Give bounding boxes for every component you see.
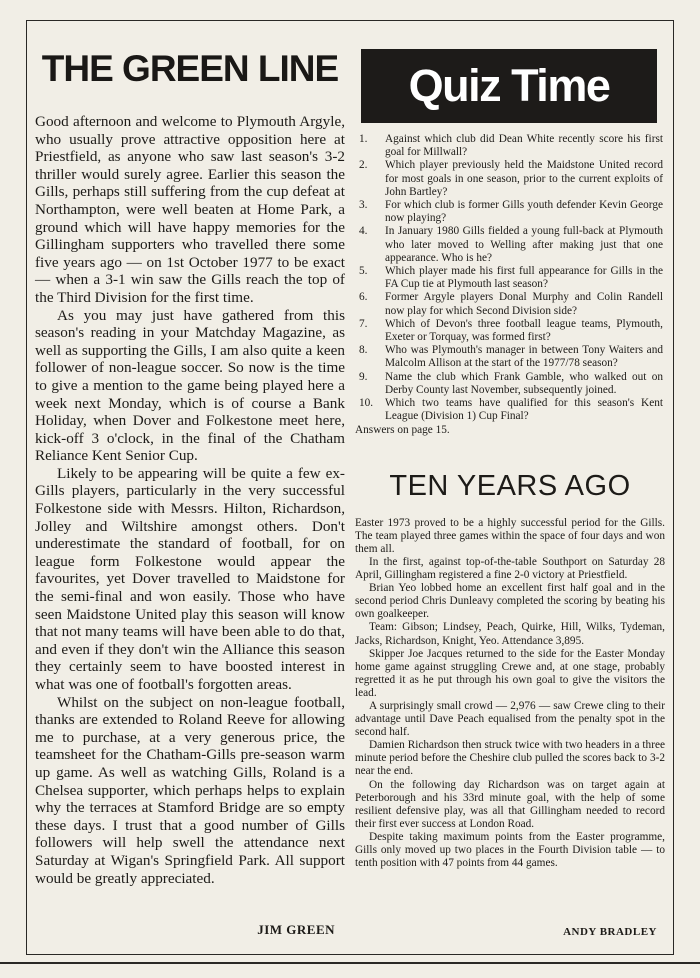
ten-years-paragraph: Despite taking maximum points from the Easter programme, Gills only moved up two places in the Fourth Division table — to tenth position with 47 points from 44 games. (355, 830, 665, 870)
quiz-title: Quiz Time (408, 60, 610, 111)
ten-years-title: TEN YEARS AGO (389, 469, 631, 502)
page-bottom-rule (0, 962, 700, 964)
quiz-text: Name the club which Frank Gamble, who walked out on Derby County last November, subsequently joined. (385, 370, 663, 396)
ten-years-paragraph: Brian Yeo lobbed home an excellent first half goal and in the second period Chris Dunleavy completed the scoring by beating his own goalkeeper. (355, 582, 665, 621)
quiz-text: Which player previously held the Maidstone United record for most goals in one season, prior to the current exploits of John Bartley? (385, 159, 663, 198)
quiz-question (355, 318, 665, 344)
quiz-question (355, 397, 665, 423)
quiz-banner (361, 49, 657, 123)
quiz-list (355, 133, 665, 423)
green-line-body (35, 113, 345, 887)
quiz-number: 7. (359, 317, 368, 330)
green-line-signature: JIM GREEN (257, 922, 335, 937)
ten-years-paragraph: In the first, against top-of-the-table Southport on Saturday 28 April, Gillingham registered a fine 2-0 victory at Priestfield. (355, 555, 665, 582)
quiz-question (355, 371, 665, 397)
quiz-answers-note: Answers on page 15. (355, 424, 450, 437)
quiz-text: Which two teams have qualified for this season's Kent League (Division 1) Cup Final? (385, 397, 663, 423)
green-line-paragraph: Likely to be appearing will be quite a few ex-Gills players, particularly in the very successful Folkestone side with Messrs. Hilton, Richardson, Jolley and Wiltshire amongst others. Don't underestimate the standard of football, for on league form Folkestone would appear the favourites, yet Dover travelled to Maidstone for the semi-final and won easily. Those who have seen Maidstone United play this season will know that not many teams will have been able to do that, and even if they don't win the Alliance this season they certainly seem to have boosted interest in what was one of football's forgotten areas. (35, 464, 345, 693)
quiz-number: 5. (359, 265, 368, 278)
ten-years-paragraph: Team: Gibson; Lindsey, Peach, Quirke, Hill, Wilks, Tydeman, Jacks, Richardson, Knight, Yeo. Attendance 3,895. (355, 621, 665, 647)
ten-years-body (355, 517, 665, 871)
green-line-title: THE GREEN LINE (41, 48, 339, 89)
green-line-paragraph: As you may just have gathered from this season's reading in your Matchday Magazine, as well as supporting the Gills, I am also quite a keen follower of non-league soccer. So now is the time to give a mention to the game being played here a week next Monday, which is of course a Bank Holiday, when Dover and Folkestone meet here, kick-off 3 o'clock, in the final of the Chatham Reliance Kent Senior Cup. (35, 306, 345, 465)
ten-years-paragraph: Easter 1973 proved to be a highly successful period for the Gills. The team played three games within the space of four days and won them all. (355, 516, 665, 555)
ten-years-paragraph: Damien Richardson then struck twice with two headers in a three minute period before the Cheshire club pulled the scores back to 3-2 near the end. (355, 739, 665, 778)
quiz-question (355, 225, 665, 265)
quiz-number: 4. (359, 225, 368, 238)
quiz-text: Former Argyle players Donal Murphy and Colin Randell now play for which Second Division side? (385, 291, 663, 317)
quiz-question (355, 133, 665, 159)
ten-years-paragraph: A surprisingly small crowd — 2,976 — saw Crewe cling to their advantage until Dave Peach equalised from the penalty spot in the second half. (355, 699, 665, 739)
quiz-question (355, 291, 665, 317)
ten-years-paragraph: On the following day Richardson was on target again at Peterborough and his 33rd minute goal, with the help of some resilient defensive play, was all that Gillingham needed to record their first ever success at London Road. (355, 778, 665, 830)
ten-years-paragraph: Skipper Joe Jacques returned to the side for the Easter Monday home game against struggling Crewe and, at one stage, probably regretted it as he put through his own goal to give the visitors the lead. (355, 647, 665, 699)
quiz-question (355, 199, 665, 225)
green-line-paragraph: Whilst on the subject on non-league football, thanks are extended to Roland Reeve for allowing me to purchase, at a very generous price, the teamsheet for the Chatham-Gills pre-season warm up game. As well as watching Gills, Roland is a Chelsea supporter, which perhaps helps to explain why the terraces at Stamford Bridge are so empty these days. I trust that a good number of Gills followers will help swell the attendance next Saturday at Wigan's Springfield Park. All support would be greatly appreciated. (35, 693, 345, 887)
quiz-text: Which of Devon's three football league teams, Plymouth, Exeter or Torquay, was formed first? (385, 317, 663, 344)
quiz-question (355, 159, 665, 199)
quiz-question (355, 265, 665, 291)
quiz-question (355, 344, 665, 370)
green-line-paragraph: Good afternoon and welcome to Plymouth Argyle, who usually prove attractive opposition here at Priestfield, as anyone who saw last season's 3-2 thriller would surely agree. Earlier this season the Gills, perhaps still suffering from the cup defeat at Northampton, were well beaten at Home Park, a ground which will have happy memories for the Gillingham supporters who travelled there some five years ago — on 1st October 1977 to be exact — when a 3-1 win saw the Gills reach the top of the Third Division for the first time. (35, 113, 345, 306)
quiz-number: 8. (359, 344, 368, 357)
right-column (355, 30, 665, 945)
quiz-text: For which club is former Gills youth defender Kevin George now playing? (385, 199, 663, 225)
quiz-number: 6. (359, 291, 368, 304)
green-line-column (35, 30, 345, 945)
quiz-text: Against which club did Dean White recently score his first goal for Millwall? (385, 133, 663, 159)
quiz-number: 3. (359, 199, 368, 212)
quiz-text: Which player made his first full appearance for Gills in the FA Cup tie at Plymouth last season? (385, 265, 663, 291)
quiz-number: 1. (359, 133, 368, 145)
quiz-number: 10. (359, 397, 374, 410)
quiz-text: Who was Plymouth's manager in between Tony Waiters and Malcolm Allison at the start of the 1977/78 season? (385, 344, 663, 370)
quiz-text: In January 1980 Gills fielded a young full-back at Plymouth who later moved to Welling after making just that one appearance. Who is he? (385, 225, 663, 264)
quiz-number: 2. (359, 159, 368, 172)
quiz-number: 9. (359, 370, 368, 383)
ten-years-signature: ANDY BRADLEY (563, 926, 657, 938)
